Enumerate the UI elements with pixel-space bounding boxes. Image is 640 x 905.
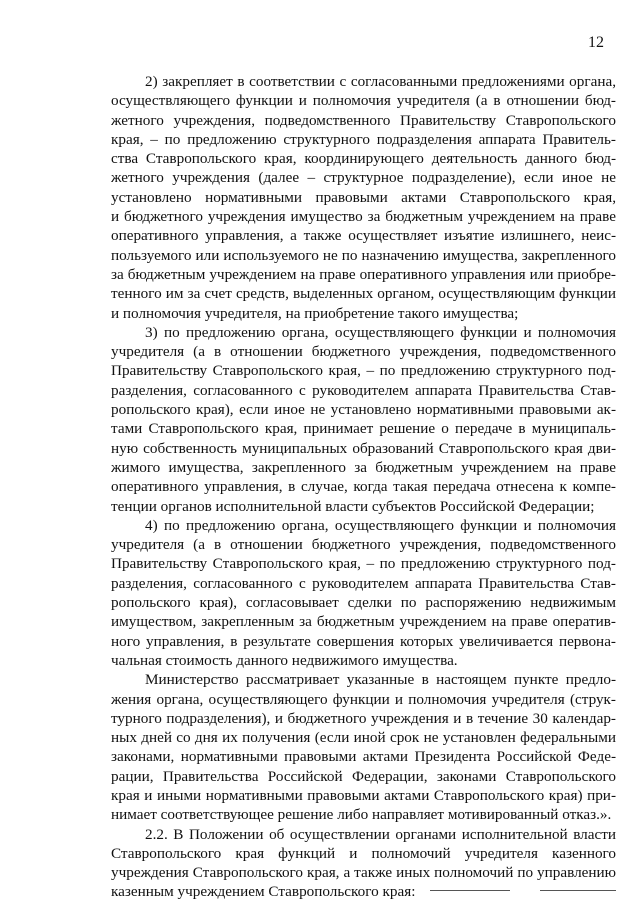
text-line: чальная стоимость данного недвижимого имущества. — [111, 651, 458, 669]
text-line: ную собственность муниципальных образований Ставропольского края дви- — [111, 439, 616, 457]
page-number: 12 — [588, 34, 604, 51]
text-line: установлено нормативными правовыми актами Ставропольского края, — [111, 188, 616, 206]
text-line: нимает соответствующее решение либо направляет мотивированный отказ.». — [111, 806, 612, 824]
text-line: Министерство рассматривает указанные в настоящем пункте предло- — [145, 671, 616, 689]
text-line: учреждения Ставропольского края, а также иных полномочий по управлению — [111, 864, 616, 882]
text-line: жетного учреждения (далее – структурное подразделение), если иное не — [111, 169, 616, 187]
text-line: ропольского края), согласовывает сделки по распоряжению недвижимым — [111, 594, 616, 612]
text-line: края, – по предложению структурного подразделения аппарата Правитель- — [111, 130, 616, 148]
text-line: жетного учреждения, подведомственного Правительству Ставропольского — [111, 111, 616, 129]
text-line: за бюджетным учреждением на праве оперативного управления или приобре- — [111, 265, 616, 283]
text-line: тами Ставропольского края, принимает решение о передаче в муниципаль- — [111, 420, 616, 438]
text-line: оперативного управления, в случае, когда такая передача отнесена к компе- — [111, 478, 616, 496]
text-line: тенного им за счет средств, выделенных органом, осуществляющим функции — [111, 285, 616, 303]
text-line: Правительству Ставропольского края, – по предложению структурного под- — [111, 555, 616, 573]
text-line: законами, нормативными правовыми актами Президента Российской Феде- — [111, 748, 616, 766]
text-line: казенным учреждением Ставропольского края: — [111, 883, 416, 901]
text-line: ропольского края), если иное не установлено нормативными правовыми ак- — [111, 401, 616, 419]
text-line: 4) по предложению органа, осуществляющего функции и полномочия — [145, 516, 616, 534]
text-line: пользуемого или используемого не по назначению имущества, закрепленного — [111, 246, 616, 264]
text-line: края и иными нормативными правовыми актами Ставропольского края) при- — [111, 786, 616, 804]
text-line: 2) закрепляет в соответствии с согласованными предложениями органа, — [145, 73, 616, 90]
footer-rule — [430, 890, 510, 891]
text-line: оперативного управления, а также осуществляет изъятие излишнего, неис- — [111, 227, 616, 245]
text-line: жимого имущества, закрепленного за бюджетным учреждением на праве — [111, 458, 616, 476]
text-line: Ставропольского края функций и полномочий учредителя казенного — [111, 844, 616, 862]
text-line: имуществом, закрепленным за бюджетным учреждением на праве оператив- — [111, 613, 616, 631]
text-line: 3) по предложению органа, осуществляющего функции и полномочия — [145, 323, 616, 341]
text-line: жения органа, осуществляющего функции и полномочия учредителя (струк- — [111, 690, 616, 708]
text-line: ных дней со дня их получения (если иной срок не установлен федеральными — [111, 729, 616, 747]
text-line: 2.2. В Положении об осуществлении органами исполнительной власти — [145, 825, 616, 843]
text-line: разделения, согласованного с руководителем аппарата Правительства Став- — [111, 381, 616, 399]
footer-rule — [540, 890, 616, 891]
text-line: тенции органов исполнительной власти субъектов Российской Федерации; — [111, 497, 595, 515]
text-line: осуществляющего функции и полномочия учредителя (а в отношении бюд- — [111, 92, 616, 110]
text-line: учредителя (а в отношении бюджетного учреждения, подведомственного — [111, 343, 616, 361]
text-line: ного управления, в результате совершения которых увеличивается первона- — [111, 632, 616, 650]
text-line: и полномочия учредителя, на приобретение такого имущества; — [111, 304, 519, 322]
text-line: ства Ставропольского края, координирующего деятельность данного бюд- — [111, 150, 616, 168]
document-body — [111, 72, 616, 902]
text-line: турного подразделения), и бюджетного учреждения и в течение 30 календар- — [111, 709, 616, 727]
text-line: учредителя (а в отношении бюджетного учреждения, подведомственного — [111, 536, 616, 554]
text-line: разделения, согласованного с руководителем аппарата Правительства Став- — [111, 574, 616, 592]
text-line: рации, Правительства Российской Федерации, законами Ставропольского — [111, 767, 616, 785]
text-line: Правительству Ставропольского края, – по предложению структурного под- — [111, 362, 616, 380]
text-line: и бюджетного учреждения имущество за бюджетным учреждением на праве — [111, 208, 616, 226]
